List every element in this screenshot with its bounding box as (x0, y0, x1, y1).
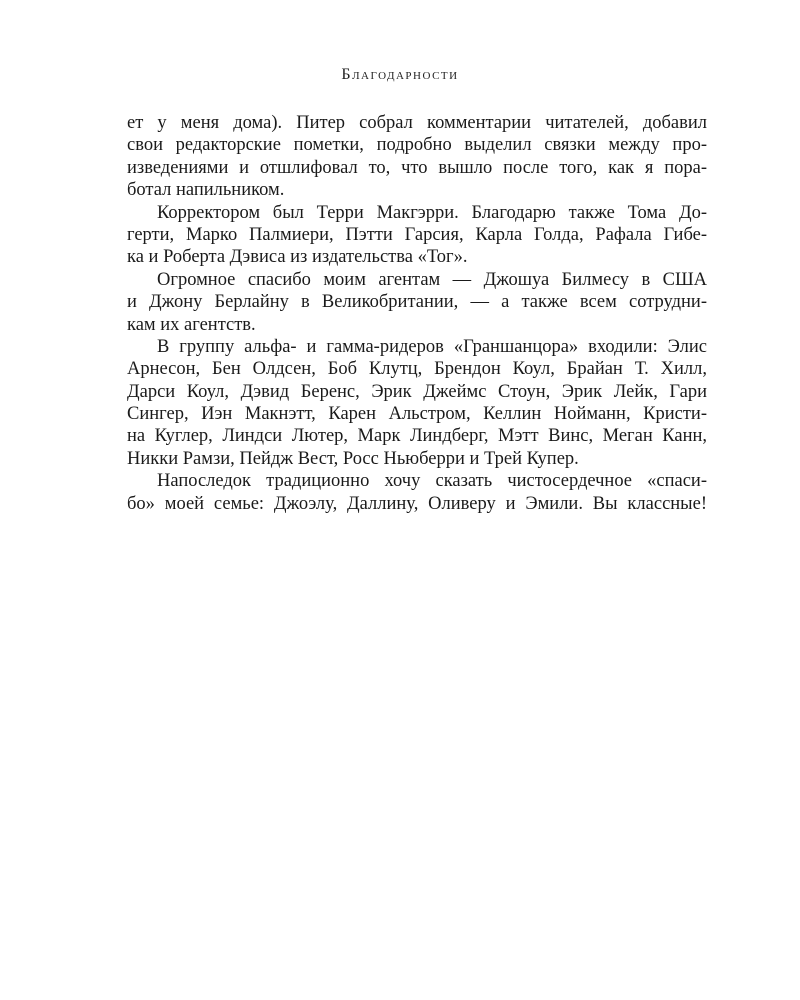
text-line: бо» моей семье: Джоэлу, Даллину, Оливеру и Эмили. Вы классные! (127, 493, 707, 514)
text-line: свои редакторские пометки, подробно выделил связки между про- (127, 135, 707, 156)
text-line: герти, Марко Палмиери, Пэтти Гарсия, Карла Голда, Рафала Гибе- (127, 224, 707, 245)
text-line: Дарси Коул, Дэвид Беренс, Эрик Джеймс Стоун, Эрик Лейк, Гари (127, 381, 707, 402)
text-line: Сингер, Иэн Макнэтт, Карен Альстром, Келлин Нойманн, Кристи- (127, 404, 707, 425)
text-line: и Джону Берлайну в Великобритании, — а также всем сотрудни- (127, 292, 707, 313)
text-line: В группу альфа- и гамма-ридеров «Граншанцора» входили: Элис (157, 336, 707, 357)
text-line: ботал напильником. (127, 180, 285, 201)
text-line: Огромное спасибо моим агентам — Джошуа Билмесу в США (157, 269, 707, 290)
text-line: изведениями и отшлифовал то, что вышло после того, как я пора- (127, 157, 707, 178)
running-head: Благодарности (341, 66, 459, 83)
body-text (127, 112, 707, 515)
text-line: Никки Рамзи, Пейдж Вест, Росс Ньюберри и Трей Купер. (127, 448, 579, 469)
text-line: Арнесон, Бен Олдсен, Боб Клутц, Брендон Коул, Брайан Т. Хилл, (127, 359, 707, 380)
text-line: на Куглер, Линдси Лютер, Марк Линдберг, Мэтт Винс, Меган Канн, (127, 426, 707, 447)
text-line: Напоследок традиционно хочу сказать чистосердечное «спаси- (157, 471, 707, 492)
text-line: Корректором был Терри Макгэрри. Благодарю также Тома До- (157, 202, 707, 223)
text-line: ка и Роберта Дэвиса из издательства «Тог». (127, 247, 468, 268)
text-line: кам их агентств. (127, 314, 256, 335)
text-line: ет у меня дома). Питер собрал комментарии читателей, добавил (127, 113, 707, 133)
